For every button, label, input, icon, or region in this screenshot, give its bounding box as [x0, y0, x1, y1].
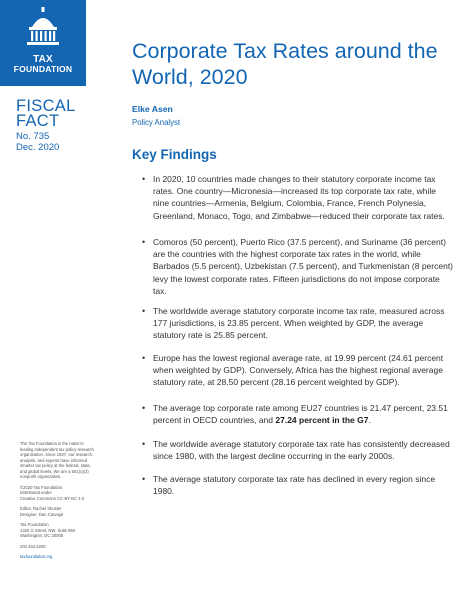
series-line-fiscal: FISCAL: [16, 97, 76, 115]
org-name: Tax Foundation: [20, 522, 49, 527]
series-line-fact: FACT: [16, 112, 60, 130]
bullet-icon: •: [142, 306, 146, 316]
bullet-icon: •: [142, 474, 146, 484]
editor-credit: Editor, Rachel Shuster: [20, 506, 62, 511]
website-link[interactable]: taxfoundation.org: [20, 554, 53, 559]
finding-text: Europe has the lowest regional average rate, at 19.99 percent (24.61 percent when weighted by GDP). Conversely, Africa has the highest regional average statutory rate, at 28.50 percent (28.16 percent weighted by GDP).: [153, 353, 444, 388]
document-title: Corporate Tax Rates around the World, 2020: [132, 39, 438, 89]
logo-text-foundation: FOUNDATION: [13, 64, 73, 74]
finding-text: The worldwide average statutory corporate tax rate has consistently decreased since 1980, with the largest decline occurring in the early 2000s.: [153, 439, 450, 462]
capitol-dome-icon: [22, 7, 64, 51]
series-date: Dec. 2020: [16, 142, 60, 153]
bullet-icon: •: [142, 174, 146, 184]
copyright-text: ©2020 Tax Foundation: [20, 484, 63, 490]
license-line-1: Distributed under: [20, 490, 52, 495]
series-number: No. 735: [16, 131, 50, 142]
tax-foundation-logo[interactable]: [0, 0, 86, 86]
about-text: The Tax Foundation is the nation's leading independent tax policy research organization. Since 1937, our research, analysis, and experts have informed smarter tax policy at the federal, state, and global levels. We are a 501(c)(3) nonprofit organization.: [20, 441, 94, 479]
bullet-icon: •: [142, 353, 146, 363]
finding-text: The worldwide average statutory corporate income tax rate, measured across 177 jurisdictions, is 23.85 percent. When weighted by GDP, the average statutory rate is 25.85 percent.: [153, 306, 445, 341]
phone-number[interactable]: 202.464.6200: [20, 543, 46, 549]
finding-text: [153, 402, 453, 426]
finding-text-end: .: [368, 415, 371, 426]
license-line-2[interactable]: Creative Commons CC-BY-NC 4.0: [20, 495, 85, 501]
address-line-2: Washington, DC 20005: [20, 533, 64, 538]
author-block: [132, 104, 180, 128]
finding-text: The average statutory corporate tax rate has declined in every region since 1980.: [153, 474, 436, 497]
author-role: Policy Analyst: [132, 118, 181, 127]
bullet-icon: •: [142, 403, 146, 413]
bullet-icon: •: [142, 237, 146, 247]
key-findings-heading: Key Findings: [132, 147, 217, 162]
logo-text-tax: TAX: [33, 54, 53, 65]
bullet-icon: •: [142, 439, 146, 449]
sidebar-about: [20, 441, 98, 560]
address-line-1: 1325 G Street, NW, Suite 950: [20, 527, 76, 533]
author-name[interactable]: Elke Asen: [132, 104, 173, 114]
finding-text-bold: 27.24 percent in the G7: [275, 415, 369, 426]
finding-text: Comoros (50 percent), Puerto Rico (37.5 percent), and Suriname (36 percent) are the countries with the highest corporate tax rates in the world, while Barbados (5.5 percent), Uzbekistan (7.5 percent), and Turkmenistan (8 percent) levy the lowest corporate rates. Fifteen jurisdictions do not impose corporate tax.: [153, 237, 454, 296]
finding-text-start: The average top corporate rate among EU27 countries is 21.47 percent, 23.51 percent in OECD countries, and: [153, 403, 448, 426]
designer-credit: Designer, Dan Carvajal: [20, 511, 64, 517]
series-label: [16, 99, 76, 153]
finding-text: In 2020, 10 countries made changes to their statutory corporate income tax rates. One country—Micronesia—increased its top corporate tax rate, while nine countries—Armenia, Belgium, Colombia, France, French Polynesia, Greenland, Monaco, Togo, and Zimbabwe—reduced their corporate tax rates.: [153, 174, 445, 221]
